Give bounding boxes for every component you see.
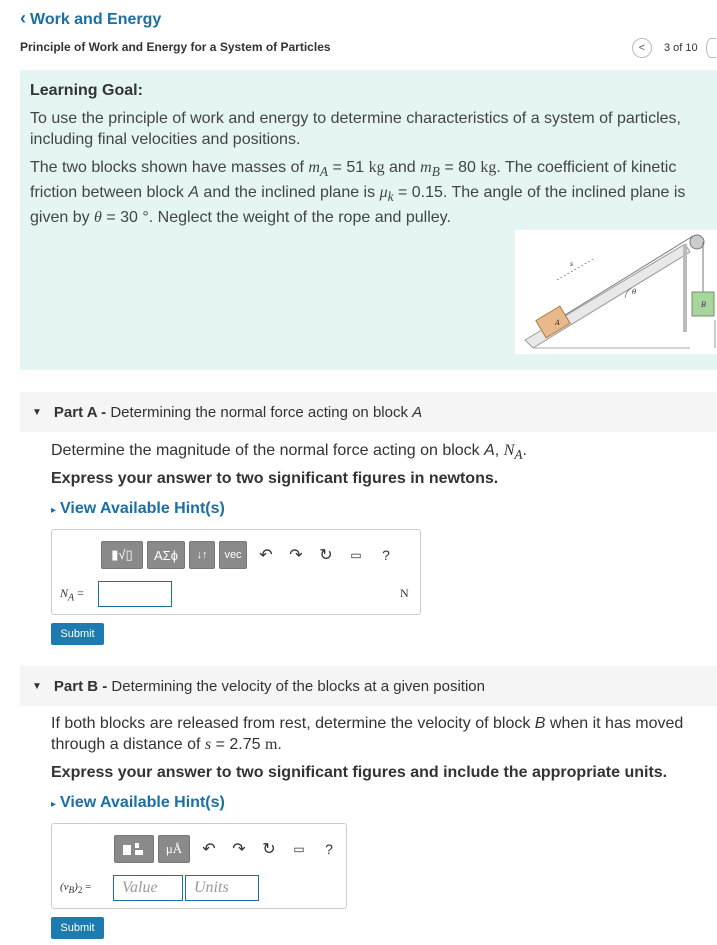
label-theta: θ bbox=[632, 288, 637, 296]
distance-value: = 2.75 bbox=[211, 736, 265, 753]
mass-b-value: = 80 bbox=[439, 159, 481, 176]
label-s: s bbox=[570, 261, 574, 268]
math-subscript: B bbox=[431, 164, 440, 180]
part-a-label-bold: Part A - bbox=[53, 403, 111, 421]
part-a-instruction: Express your answer to two significant figures in newtons. bbox=[51, 470, 499, 487]
part-b-submit-button[interactable]: Submit bbox=[51, 917, 104, 939]
math-subscript: A bbox=[514, 447, 523, 463]
math-symbol: N bbox=[503, 442, 515, 459]
part-b-label-bold: Part B - bbox=[53, 677, 112, 695]
question-text: . bbox=[277, 736, 282, 753]
part-b-instruction: Express your answer to two significant figures and include the appropriate units. bbox=[51, 764, 668, 781]
rope bbox=[565, 236, 693, 315]
math-symbol: m bbox=[420, 159, 432, 176]
problem-text: . Neglect the weight of the rope and pulley. bbox=[148, 209, 451, 227]
hint-label: View Available Hint(s) bbox=[60, 500, 225, 517]
template-blocks-icon bbox=[121, 841, 147, 857]
problem-text: . The angle of the inclined plane is given by bbox=[30, 184, 686, 227]
help-button[interactable]: ? bbox=[325, 841, 333, 857]
caret-down-icon: ▼ bbox=[32, 406, 42, 418]
part-a-submit-button[interactable]: Submit bbox=[51, 623, 104, 645]
part-a-label bbox=[54, 404, 422, 421]
back-label: Work and Energy bbox=[30, 11, 162, 28]
next-page-button[interactable] bbox=[706, 38, 716, 58]
part-b-toolbar bbox=[114, 835, 344, 863]
learning-goal-title: Learning Goal: bbox=[30, 82, 143, 99]
eq-label-sub: B bbox=[68, 885, 75, 896]
redo-icon[interactable]: ↷ bbox=[289, 547, 303, 564]
question-text: If both blocks are released from rest, determine the velocity of block bbox=[51, 715, 535, 732]
eq-label-n: N bbox=[60, 586, 69, 600]
math-symbol: s bbox=[204, 736, 212, 753]
eq-label-sub2: 2 bbox=[77, 885, 83, 896]
part-a-question bbox=[51, 440, 717, 465]
chevron-left-icon: ‹ bbox=[20, 8, 26, 28]
hint-label: View Available Hint(s) bbox=[60, 794, 225, 811]
label-a: A bbox=[555, 319, 561, 327]
problem-statement bbox=[30, 157, 717, 228]
undo-icon[interactable]: ↶ bbox=[202, 841, 216, 858]
math-symbol: μ bbox=[379, 184, 388, 202]
prev-page-button[interactable] bbox=[632, 38, 652, 58]
label-b: B bbox=[701, 301, 707, 309]
math-symbol: m bbox=[308, 159, 320, 176]
part-a-eq-label bbox=[60, 586, 84, 603]
block-a-ref: A bbox=[188, 184, 199, 202]
part-a-label-text: Determining the normal force acting on block bbox=[110, 403, 413, 421]
part-b-label-text: Determining the velocity of the blocks at a given position bbox=[111, 677, 485, 695]
problem-text: and bbox=[384, 159, 421, 176]
unit-text: kg bbox=[368, 159, 385, 176]
problem-text: . The coefficient of kinetic friction between block bbox=[30, 159, 677, 202]
page-subtitle: Principle of Work and Energy for a System of Particles bbox=[20, 40, 331, 54]
chevron-left-icon: < bbox=[638, 42, 646, 54]
problem-text: The two blocks shown have masses of bbox=[30, 159, 309, 176]
part-a-hint-link[interactable] bbox=[51, 500, 225, 518]
units-button[interactable]: μÅ bbox=[158, 835, 190, 863]
pulley-post bbox=[683, 244, 687, 332]
math-subscript: k bbox=[387, 189, 394, 205]
question-a: A bbox=[484, 442, 495, 459]
help-button[interactable]: ? bbox=[382, 547, 390, 563]
reset-icon[interactable]: ↻ bbox=[319, 547, 333, 564]
caret-right-icon: ▸ bbox=[51, 505, 57, 516]
unit-text: kg bbox=[480, 159, 497, 176]
pager-text: 3 of 10 bbox=[664, 42, 698, 54]
part-b-units-input[interactable]: Units bbox=[185, 875, 259, 901]
part-a-answer-input[interactable] bbox=[98, 581, 172, 607]
eq-label-sub: A bbox=[68, 592, 75, 604]
caret-down-icon: ▼ bbox=[32, 680, 42, 692]
templates-button[interactable]: ▮√▯ bbox=[101, 541, 143, 569]
question-text: , bbox=[494, 442, 504, 459]
part-b-answer-box bbox=[51, 823, 347, 909]
question-b: B bbox=[534, 715, 546, 732]
part-b-value-input[interactable]: Value bbox=[113, 875, 183, 901]
part-b-eq-label bbox=[60, 881, 91, 895]
part-a-unit: N bbox=[400, 586, 409, 600]
arrows-button[interactable]: ↓↑ bbox=[189, 541, 215, 569]
part-b-header[interactable] bbox=[20, 666, 717, 706]
greek-button[interactable]: ΑΣϕ bbox=[147, 541, 185, 569]
reset-icon[interactable]: ↻ bbox=[262, 841, 276, 858]
math-subscript: A bbox=[319, 164, 329, 180]
part-a-toolbar bbox=[101, 541, 401, 569]
unit-text: m bbox=[264, 736, 278, 753]
learning-goal-panel bbox=[20, 70, 717, 370]
eq-label-paren: ) bbox=[74, 881, 78, 893]
question-text: when it has moved through a distance of bbox=[51, 715, 684, 753]
eq-equals: = bbox=[82, 881, 92, 893]
part-b-question bbox=[51, 713, 717, 755]
eq-equals: = bbox=[74, 586, 84, 600]
undo-icon[interactable]: ↶ bbox=[259, 547, 273, 564]
caret-right-icon: ▸ bbox=[51, 799, 57, 810]
part-b-label bbox=[54, 678, 485, 695]
keyboard-icon[interactable]: ▭ bbox=[350, 548, 362, 562]
part-b-hint-link[interactable] bbox=[51, 794, 225, 812]
s-dimension-line bbox=[557, 258, 595, 280]
vec-button[interactable]: vec bbox=[219, 541, 247, 569]
angle-value: = 30 ° bbox=[101, 209, 149, 227]
back-link[interactable] bbox=[20, 8, 161, 29]
mass-a-value: = 51 bbox=[328, 159, 369, 176]
question-text: Determine the magnitude of the normal force acting on block bbox=[51, 442, 485, 459]
part-a-header[interactable] bbox=[20, 392, 717, 432]
pager bbox=[632, 38, 716, 58]
redo-icon[interactable]: ↷ bbox=[232, 841, 246, 858]
problem-text: and the inclined plane is bbox=[198, 184, 380, 202]
part-a-answer-box bbox=[51, 529, 421, 615]
keyboard-icon[interactable]: ▭ bbox=[293, 842, 305, 856]
incline-diagram bbox=[515, 230, 717, 354]
eq-label-v: (v bbox=[60, 881, 69, 893]
part-a-label-a: A bbox=[412, 403, 423, 421]
friction-value: = 0.15 bbox=[393, 184, 443, 202]
math-symbol: θ bbox=[94, 209, 102, 227]
templates-button[interactable] bbox=[114, 835, 154, 863]
problem-figure bbox=[515, 230, 717, 354]
learning-goal-text: To use the principle of work and energy to determine characteristics of a system of particles, including final velocities and positions. bbox=[30, 110, 681, 148]
question-text: . bbox=[522, 442, 527, 459]
